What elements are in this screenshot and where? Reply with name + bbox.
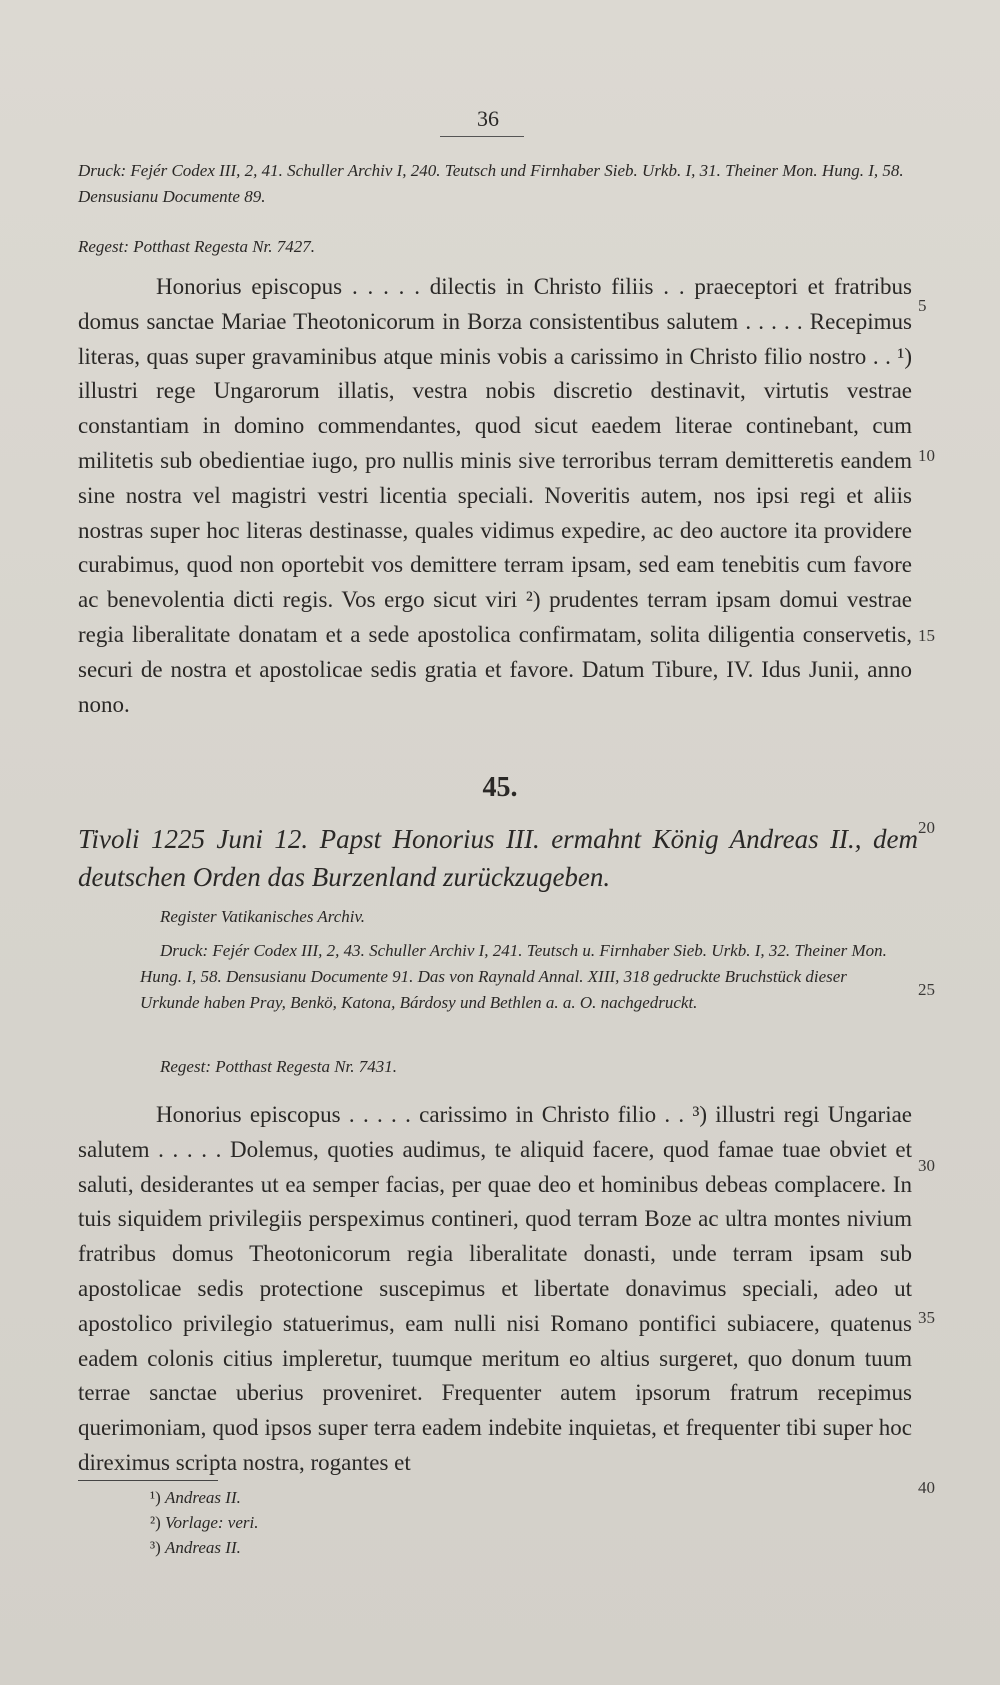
line-number: 15	[918, 626, 935, 645]
footnote-mark: ¹)	[150, 1488, 161, 1507]
line-number: 5	[918, 296, 927, 315]
footnote	[150, 1510, 259, 1535]
doc44-regest: Regest: Potthast Regesta Nr. 7427.	[78, 237, 316, 256]
doc44-text	[78, 270, 912, 722]
line-number: 30	[918, 1156, 935, 1175]
footnote-text: Vorlage: veri.	[165, 1513, 259, 1532]
footnotes	[150, 1485, 259, 1560]
footnote-text: Andreas II.	[165, 1488, 241, 1507]
page-number: 36	[477, 106, 499, 131]
doc45-regest: Regest: Potthast Regesta Nr. 7431.	[160, 1057, 398, 1076]
doc45-text	[78, 1098, 912, 1481]
doc44-paragraph: Honorius episcopus . . . . . dilectis in Christo filiis . . praeceptori et fratribus domus sanctae Mariae Theotonicorum in Borza consistentibus salutem . . . . . Recepimus literas, quas super gravaminibus atque minis vobis a carissimo in Christo filio nostro . . ¹) illustri rege Ungarorum illatis, vestra nobis discretio destinavit, virtutis vestrae constantiam in domino commendantes, quod sicut eaedem literae continebant, cum militetis sub obedientiae iugo, pro nullis minis sive terroribus terram demitteretis eandem sine nostra vel magistri vestri licentia speciali. Noveritis autem, nos ipsi regi et aliis nostras super hoc literas destinasse, quales vidimus expedire, ac deo auctore ita providere curabimus, quod non oportebit vos demittere terram ipsam, sed eam tenebitis cum favore ac benevolentia dicti regis. Vos ergo sicut viri ²) prudentes terram ipsam domui vestrae regia liberalitate donatam et a sede apostolica confirmatam, solita diligentia conservetis, securi de nostra et apostolicae sedis gratia et favore. Datum Tibure, IV. Idus Junii, anno nono.	[78, 274, 912, 717]
footnote	[150, 1485, 259, 1510]
line-number: 35	[918, 1308, 935, 1327]
line-number: 25	[918, 980, 935, 999]
document-number: 45.	[482, 772, 518, 803]
doc45-druck: Druck: Fejér Codex III, 2, 43. Schuller Archiv I, 241. Teutsch u. Firnhaber Sieb. Urkb. I, 32. Theiner Mon. Hung. I, 58. Densusianu Documente 91. Das von Raynald Annal. XIII, 318 gedruckte Bruchstück dieser Urkunde haben Pray, Benkö, Katona, Bárdosy und Bethlen a. a. O. nachgedruckt.	[140, 941, 887, 1012]
footnote	[150, 1535, 259, 1560]
doc44-druck: Druck: Fejér Codex III, 2, 41. Schuller Archiv I, 240. Teutsch und Firnhaber Sieb. Urkb. I, 31. Theiner Mon. Hung. I, 58. Densusianu Documente 89.	[78, 161, 904, 206]
footnote-mark: ³)	[150, 1538, 161, 1557]
line-number: 40	[918, 1478, 935, 1497]
footnote-rule	[78, 1480, 218, 1481]
page-number-rule	[440, 136, 524, 137]
doc45-register: Register Vatikanisches Archiv.	[160, 907, 366, 926]
line-number: 10	[918, 446, 935, 465]
footnote-text: Andreas II.	[165, 1538, 241, 1557]
document-title: Tivoli 1225 Juni 12. Papst Honorius III. ermahnt König Andreas II., dem deutschen Orden das Burzenland zurückzugeben.	[78, 824, 918, 892]
footnote-mark: ²)	[150, 1513, 161, 1532]
doc45-paragraph: Honorius episcopus . . . . . carissimo in Christo filio . . ³) illustri regi Ungariae salutem . . . . . Dolemus, quoties audimus, te aliquid facere, quod famae tuae obviet et saluti, desiderantes ut ea semper facias, per quae deo et hominibus debeas complacere. In tuis siquidem privilegiis perspeximus contineri, quod terram Boze ac ultra montes nivium fratribus domus Theotonicorum regia liberalitate donasti, unde terram ipsam sub apostolicae sedis protectione suscepimus et libertate donavimus speciali, adeo ut apostolico privilegio statuerimus, eam nulli nisi Romano pontifici subiacere, quatenus eadem colonis citius impleretur, tuumque meritum eo altius surgeret, quo donum tuum terrae sanctae uberius proveniret. Frequenter autem ipsorum fratrum recepimus querimoniam, quod ipsos super terra eadem indebite inquietas, et frequenter tibi super hoc direximus scripta nostra, rogantes et	[78, 1102, 912, 1475]
line-number: 20	[918, 818, 935, 837]
